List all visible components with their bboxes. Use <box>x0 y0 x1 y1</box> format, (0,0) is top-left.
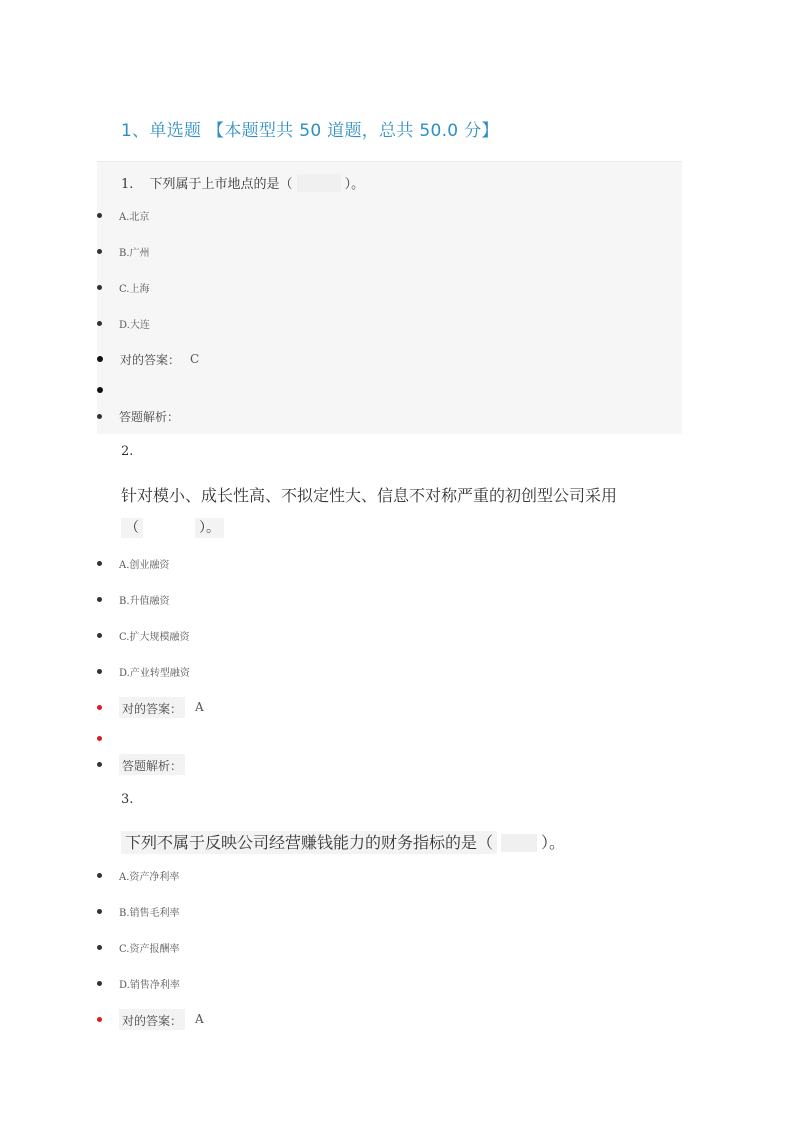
option-label: D.大连 <box>119 319 150 331</box>
question-3-text <box>121 830 565 853</box>
analysis-label: 答题解析： <box>122 758 183 773</box>
answer-value: C <box>190 352 200 366</box>
bullet-icon <box>97 561 102 566</box>
question-2-text: 针对模小、成长性高、不拟定性大、信息不对称严重的初创型公司采用 <box>121 486 618 505</box>
correct-answer-row <box>97 1011 204 1027</box>
bullet-icon <box>97 597 102 602</box>
bullet-icon <box>97 762 102 767</box>
option-d[interactable] <box>97 975 180 991</box>
option-label: C.资产报酬率 <box>119 943 180 955</box>
question-text-end: ）。 <box>344 177 365 192</box>
answer-blank <box>501 834 537 852</box>
option-label: C.上海 <box>119 283 150 295</box>
question-number: 1. <box>121 177 134 192</box>
bullet-icon <box>97 909 102 914</box>
option-c[interactable] <box>97 279 149 295</box>
bullet-icon <box>97 356 103 362</box>
option-label: A.创业融资 <box>119 559 170 571</box>
correct-answer-row <box>97 351 199 367</box>
bullet-icon <box>97 1017 102 1022</box>
option-label: B.销售毛利率 <box>119 907 180 919</box>
option-a[interactable] <box>97 867 179 883</box>
question-number: 3. <box>121 792 134 807</box>
bullet-icon <box>97 633 102 638</box>
question-2-text-line2 <box>121 517 224 537</box>
question-1-block <box>97 161 682 434</box>
option-a[interactable] <box>97 207 149 223</box>
bullet-icon <box>97 981 102 986</box>
answer-label: 对的答案： <box>122 1013 183 1028</box>
bullet-icon <box>97 736 102 741</box>
answer-value: A <box>195 700 204 714</box>
correct-answer-row <box>97 699 204 715</box>
analysis-row <box>97 756 185 772</box>
section-heading: 1、单选题 【本题型共 50 道题，总共 50.0 分】 <box>121 121 499 141</box>
bullet-icon <box>97 873 102 878</box>
question-text-end: ）。 <box>195 518 224 538</box>
answer-label: 对的答案： <box>122 701 183 716</box>
empty-row <box>97 382 120 398</box>
option-c[interactable] <box>97 939 179 955</box>
option-label: A.资产净利率 <box>119 871 180 883</box>
question-text-start: 下列不属于反映公司经营赚钱能力的财务指标的是（ <box>121 831 497 854</box>
analysis-label: 答题解析： <box>119 409 180 424</box>
option-d[interactable] <box>97 315 150 331</box>
question-text-start: 下列属于上市地点的是（ <box>149 177 293 192</box>
question-text-end: ）。 <box>541 833 566 852</box>
option-label: B.广州 <box>119 247 150 259</box>
answer-label: 对的答案： <box>120 352 181 367</box>
option-label: B.升值融资 <box>119 595 170 607</box>
analysis-row <box>97 408 179 424</box>
bullet-icon <box>97 387 103 393</box>
question-text-start: （ <box>121 518 143 538</box>
option-label: D.产业转型融资 <box>119 667 190 679</box>
bullet-icon <box>97 705 102 710</box>
bullet-icon <box>97 945 102 950</box>
bullet-icon <box>97 414 102 419</box>
option-a[interactable] <box>97 555 169 571</box>
bullet-icon <box>97 285 102 290</box>
option-label: D.销售净利率 <box>119 979 180 991</box>
bullet-icon <box>97 249 102 254</box>
answer-value: A <box>195 1012 204 1026</box>
option-c[interactable] <box>97 627 189 643</box>
question-1-stem <box>121 173 364 192</box>
option-b[interactable] <box>97 243 150 259</box>
empty-row <box>97 730 119 746</box>
bullet-icon <box>97 213 102 218</box>
option-b[interactable] <box>97 591 170 607</box>
bullet-icon <box>97 321 102 326</box>
answer-blank <box>297 174 341 192</box>
option-b[interactable] <box>97 903 180 919</box>
option-d[interactable] <box>97 663 190 679</box>
answer-blank <box>147 518 191 536</box>
question-number: 2. <box>121 444 134 459</box>
option-label: C.扩大规模融资 <box>119 631 190 643</box>
bullet-icon <box>97 669 102 674</box>
option-label: A.北京 <box>119 211 150 223</box>
